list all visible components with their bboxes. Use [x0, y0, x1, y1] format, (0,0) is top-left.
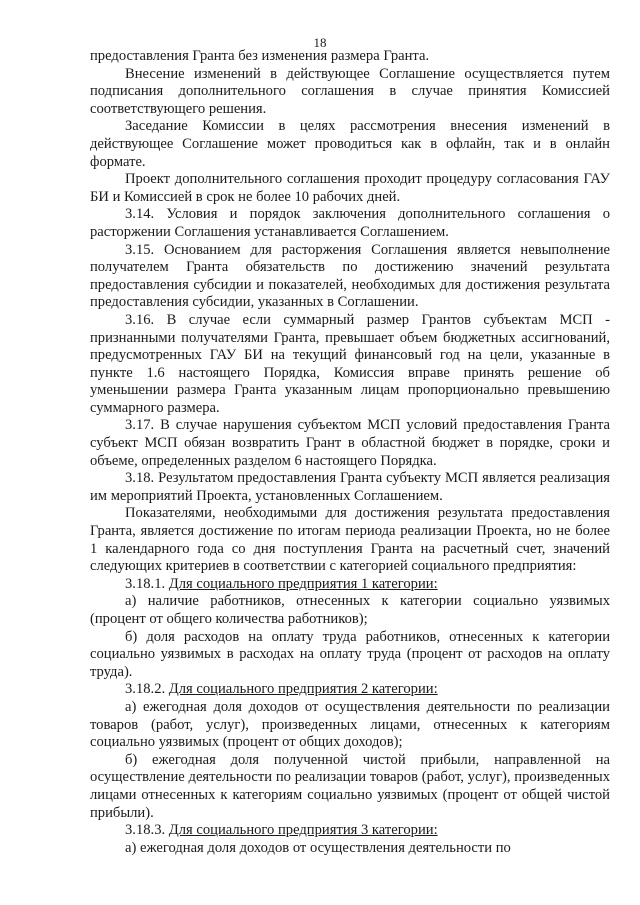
underlined-heading: Для социального предприятия 1 категории:	[168, 575, 438, 592]
paragraph: Проект дополнительного соглашения проходит процедуру согласования ГАУ БИ и Комиссией в срок не более 10 рабочих дней.	[90, 171, 610, 205]
document-body	[90, 48, 610, 857]
paragraph	[90, 822, 610, 840]
paragraph: 3.17. В случае нарушения субъектом МСП условий предоставления Гранта субъект МСП обязан возвратить Грант в областной бюджет в порядке, сроки и объеме, определенных разделом 6 настоящего Порядка.	[90, 417, 610, 469]
paragraph: б) ежегодная доля полученной чистой прибыли, направленной на осуществление деятельности по реализации товаров (работ, услуг), произведенных лицами отнесенных к категориям социально уязвимых (процент от общей чистой прибыли).	[90, 751, 610, 821]
paragraph: 3.14. Условия и порядок заключения дополнительного соглашения о расторжении Соглашения устанавливается Соглашением.	[90, 206, 610, 240]
paragraph-number: 3.18.2.	[125, 681, 169, 698]
paragraph-number: 3.18.3.	[125, 822, 169, 839]
paragraph-number: 3.18.1.	[125, 575, 169, 592]
paragraph: а) ежегодная доля доходов от осуществления деятельности по	[125, 839, 511, 856]
paragraph	[90, 681, 610, 699]
paragraph: 3.18. Результатом предоставления Гранта субъекту МСП является реализация им мероприятий Проекта, установленных Соглашением.	[90, 470, 610, 504]
page-number: 18	[313, 35, 327, 50]
paragraph: 3.15. Основанием для расторжения Соглашения является невыполнение получателем Гранта обязательств по достижению значений результата предоставления субсидии и показателей, необходимых для достижения результата предоставления субсидии, указанных в Соглашении.	[90, 241, 610, 311]
paragraph: 3.16. В случае если суммарный размер Грантов субъектам МСП - признанными получателями Гранта, превышает объем бюджетных ассигнований, предусмотренных ГАУ БИ на текущий финансовый год на цели, указанные в пункте 1.6 настоящего Порядка, Комиссия вправе принять решение об уменьшении размера Гранта указанным лицам пропорционально превышению суммарного размера.	[90, 311, 610, 416]
paragraph: а) ежегодная доля доходов от осуществления деятельности по реализации товаров (работ, услуг), произведенных лицами, отнесенных к категориям социально уязвимых (процент от общих доходов);	[90, 698, 610, 751]
underlined-heading: Для социального предприятия 2 категории:	[168, 681, 438, 698]
underlined-heading: Для социального предприятия 3 категории:	[168, 822, 438, 839]
paragraph: б) доля расходов на оплату труда работников, отнесенных к категории социально уязвимых в расходах на оплату труда (процент от расходов на оплату труда).	[90, 628, 610, 680]
paragraph: Показателями, необходимыми для достижения результата предоставления Гранта, является достижение по итогам периода реализации Проекта, но не более 1 календарного года со дня поступления Гранта на расчетный счет, значений следующих критериев в соответствии с категорией социального предприятия:	[90, 505, 610, 575]
paragraph	[90, 576, 610, 594]
paragraph: а) наличие работников, отнесенных к категории социально уязвимых (процент от общего количества работников);	[90, 593, 610, 627]
paragraph: Заседание Комиссии в целях рассмотрения внесения изменений в действующее Соглашение может проводиться как в офлайн, так и в онлайн формате.	[90, 118, 610, 170]
paragraph: предоставления Гранта без изменения размера Гранта.	[90, 48, 430, 64]
paragraph: Внесение изменений в действующее Соглашение осуществляется путем подписания дополнительного соглашения в случае принятия Комиссией соответствующего решения.	[90, 65, 610, 117]
